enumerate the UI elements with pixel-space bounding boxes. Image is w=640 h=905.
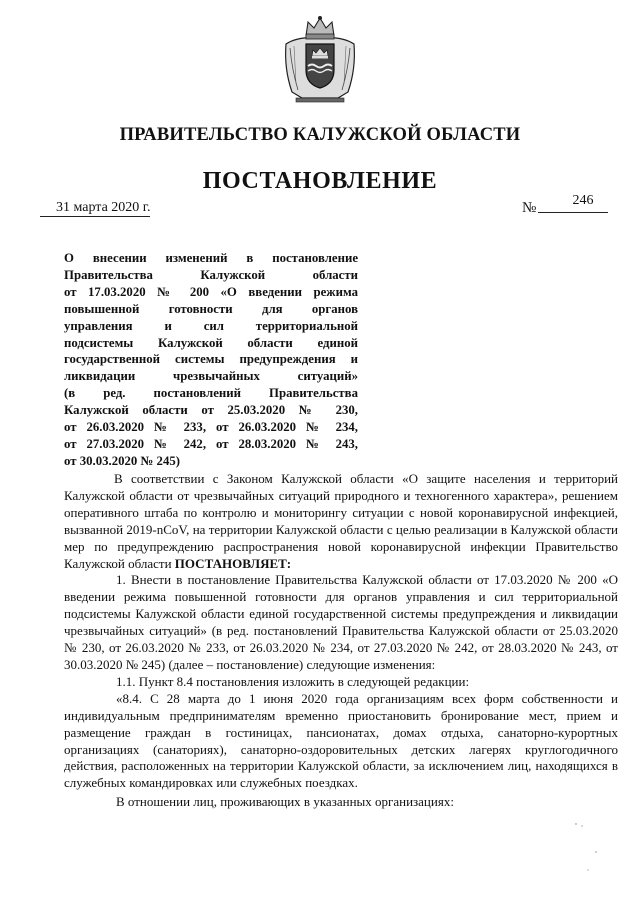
subject-line: О внесении изменений в постановление	[64, 251, 358, 265]
document-number: 246	[572, 193, 594, 208]
date-underline	[40, 216, 150, 217]
subject-line: от 17.03.2020 № 200 «О введении режима	[64, 284, 358, 299]
subject-line: от 26.03.2020 № 233, от 26.03.2020 № 234,	[64, 420, 358, 435]
subject-line: государственной системы предупреждения и	[64, 352, 358, 367]
preamble-text: В соответствии с Законом Калужской области «О защите населения и территорий Калужской области от чрезвычайных ситуаций природного и техногенного характера», решением оперативного штаба по контролю и мониторингу ситуации с новой коронавирусной инфекцией, вызванной 2019-nCoV, на территории Калужской области с целью реализации в Калужской области мер по предупреждению распространения новой коронавирусной инфекции Правительство Калужской области	[64, 471, 618, 571]
item-1-paragraph: 1. Внести в постановление Правительства Калужской области от 17.03.2020 № 200 «О введении режима повышенной готовности для органов управления и сил территориальной подсистемы Калужской области единой государственной системы предупреждения и ликвидации чрезвычайных ситуаций» (в ред. постановлений Правительства Калужской области от 25.03.2020 № 230, от 26.03.2020 № 233, от 26.03.2020 № 234, от 27.03.2020 № 242, от 28.03.2020 № 243, от 30.03.2020 № 245) (далее – постановление) следующие изменения:	[64, 572, 618, 672]
subject-line: от 30.03.2020 № 245)	[64, 453, 181, 468]
continuation-paragraph: В отношении лиц, проживающих в указанных организациях:	[116, 794, 454, 810]
subject-line: повышенной готовности для органов	[64, 301, 358, 316]
quoted-clause-8-4: «8.4. С 28 марта до 1 июня 2020 года организациям всех форм собственности и индивидуальным предпринимателям временно приостановить бронирование мест, прием и размещение граждан в гостиницах, пансионатах, домах отдыха, санаторно-курортных организациях (санаториях), санаторно-оздоровительных детских лагерях круглогодичного действия, расположенных на территории Калужской области, за исключением лиц, находящихся в служебных командировках или служебных поездках.	[64, 690, 618, 791]
document-subject	[64, 250, 358, 470]
subject-line: Правительства Калужской области	[64, 267, 358, 282]
document-body	[64, 471, 618, 811]
subject-line: Калужской области от 25.03.2020 № 230,	[64, 403, 358, 418]
subject-line: управления и сил территориальной	[64, 318, 358, 333]
issuing-authority: ПРАВИТЕЛЬСТВО КАЛУЖСКОЙ ОБЛАСТИ	[119, 125, 521, 145]
coat-of-arms-emblem	[282, 14, 358, 104]
number-label: №	[522, 200, 537, 216]
subject-line: подсистемы Калужской области единой	[64, 335, 358, 350]
subject-line: (в ред. постановлений Правительства	[64, 386, 358, 401]
decree-word: ПОСТАНОВЛЯЕТ:	[174, 555, 292, 571]
item-1-1-paragraph: 1.1. Пункт 8.4 постановления изложить в следующей редакции:	[116, 673, 470, 689]
subject-line: от 27.03.2020 № 242, от 28.03.2020 № 243,	[64, 436, 358, 451]
subject-line: ликвидации чрезвычайных ситуаций»	[64, 369, 358, 384]
document-date: 31 марта 2020 г.	[56, 200, 151, 215]
number-underline	[538, 212, 608, 213]
preamble-paragraph	[64, 471, 618, 572]
scan-specks	[566, 818, 606, 878]
document-type-title: ПОСТАНОВЛЕНИЕ	[202, 168, 438, 194]
